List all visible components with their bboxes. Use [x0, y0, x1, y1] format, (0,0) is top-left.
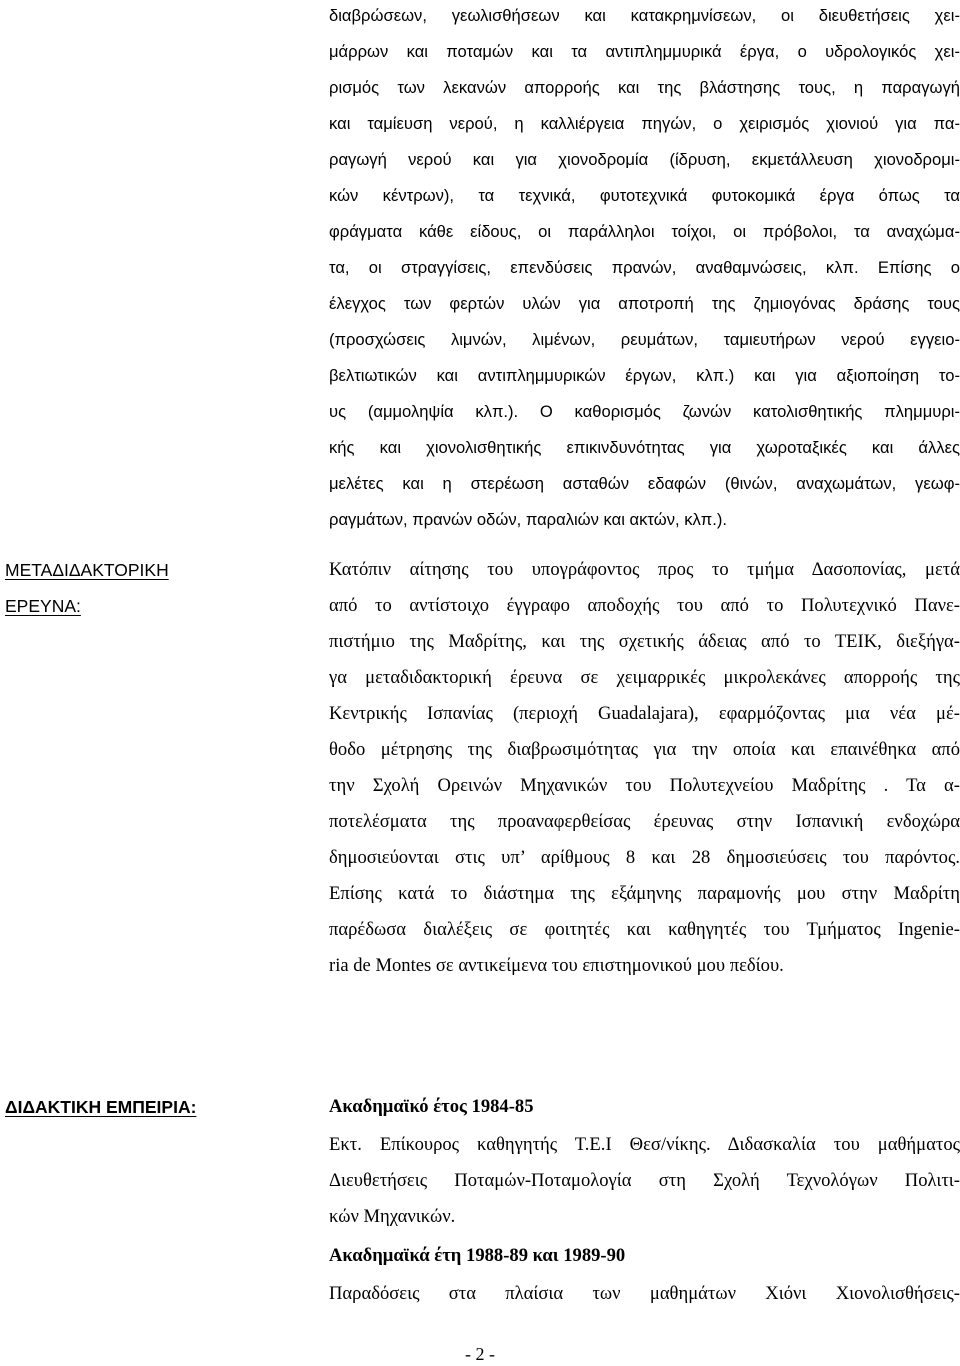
page-number: - 2 -	[465, 1344, 495, 1364]
text-line: Διευθετήσεις Ποταμών-Ποταμολογία στη Σχολή Τεχνολόγων Πολιτι-	[329, 1170, 960, 1191]
text-line: κών κέντρων), τα τεχνικά, φυτοτεχνικά φυτοκομικά έργα όπως τα	[329, 186, 960, 205]
text-line: μελέτες και η στερέωση ασταθών εδαφών (θινών, αναχωμάτων, γεωφ-	[329, 474, 960, 493]
text-line: ria de Montes σε αντικείμενα του επιστημονικού μου πεδίου.	[329, 955, 784, 976]
text-line: την Σχολή Ορεινών Μηχανικών του Πολυτεχνείου Μαδρίτης . Τα α-	[329, 775, 960, 796]
text-line: Παραδόσεις στα πλαίσια των μαθημάτων Χιόνι Χιονολισθήσεις-	[329, 1283, 960, 1304]
text-line: ρισμός των λεκανών απορροής και της βλάστησης τους, η παραγωγή	[329, 78, 960, 97]
text-line: ραγμάτων, πρανών οδών, παραλιών και ακτών, κλπ.).	[329, 510, 727, 529]
text-line: Κεντρικής Ισπανίας (περιοχή Guadalajara), εφαρμόζοντας μια νέα μέ-	[329, 703, 960, 724]
text-line: (προσχώσεις λιμνών, λιμένων, ρευμάτων, ταμιευτήρων νερού εγγειο-	[329, 330, 960, 349]
text-line: ραγωγή νερού και για χιονοδρομία (ίδρυση, εκμετάλλευση χιονοδρομι-	[329, 150, 960, 169]
academic-year-heading: Ακαδημαϊκά έτη 1988-89 και 1989-90	[329, 1245, 626, 1266]
text-line: τα, οι στραγγίσεις, επενδύσεις πρανών, αναθαμνώσεις, κλπ. Επίσης ο	[329, 258, 960, 277]
text-line: βελτιωτικών και αντιπλημμυρικών έργων, κλπ.) και για αξιοποίηση το-	[329, 366, 960, 385]
text-line: πιστήμιο της Μαδρίτης, και της σχετικής άδειας από το ΤΕΙΚ, διεξήγα-	[329, 631, 960, 652]
text-line: από το αντίστοιχο έγγραφο αποδοχής του από το Πολυτεχνικό Πανε-	[329, 595, 960, 616]
section-heading-postdoc-cont: ΕΡΕΥΝΑ:	[5, 596, 81, 616]
text-line: Κατόπιν αίτησης του υπογράφοντος προς το τμήμα Δασοπονίας, μετά	[329, 559, 960, 580]
text-line: Εκτ. Επίκουρος καθηγητής Τ.Ε.Ι Θεσ/νίκης. Διδασκαλία του μαθήματος	[329, 1134, 960, 1155]
text-line: υς (αμμοληψία κλπ.). Ο καθορισμός ζωνών κατολισθητικής πλημμυρι-	[329, 402, 960, 421]
section-heading-postdoc: ΜΕΤΑΔΙΔΑΚΤΟΡΙΚΗ	[5, 560, 169, 580]
text-line: Επίσης κατά το διάστημα της εξάμηνης παραμονής μου στην Μαδρίτη	[329, 883, 960, 904]
text-line: κών Μηχανικών.	[329, 1206, 456, 1227]
text-line: έλεγχος των φερτών υλών για αποτροπή της ζημιογόνας δράσης τους	[329, 294, 960, 313]
text-line: μάρρων και ποταμών και τα αντιπλημμυρικά έργα, ο υδρολογικός χει-	[329, 42, 960, 61]
text-line: κής και χιονολισθητικής επικινδυνότητας για χωροταξικές και άλλες	[329, 438, 960, 457]
text-line: θοδο μέτρησης της διαβρωσιμότητας για την οποία και επαινέθηκα από	[329, 739, 960, 760]
academic-year-heading: Ακαδημαϊκό έτος 1984-85	[329, 1096, 534, 1117]
text-line: διαβρώσεων, γεωλισθήσεων και κατακρημνίσεων, οι διευθετήσεις χει-	[329, 6, 960, 25]
text-line: φράγματα κάθε είδους, οι παράλληλοι τοίχοι, οι πρόβολοι, τα αναχώμα-	[329, 222, 960, 241]
text-line: και ταμίευση νερού, η καλλιέργεια πηγών, ο χειρισμός χιονιού για πα-	[329, 114, 960, 133]
text-line: γα μεταδιδακτορική έρευνα σε χειμαρρικές μικρολεκάνες απορροής της	[329, 667, 960, 688]
text-line: παρέδωσα διαλέξεις σε φοιτητές και καθηγητές του Τμήματος Ingenie-	[329, 919, 960, 940]
text-line: ποτελέσματα της προαναφερθείσας έρευνας στην Ισπανική ενδοχώρα	[329, 811, 960, 832]
text-line: δημοσιεύονται στις υπ’ αρίθμους 8 και 28 δημοσιεύσεις του παρόντος.	[329, 847, 960, 868]
section-heading-teaching: ΔΙΔΑΚΤΙΚΗ ΕΜΠΕΙΡΙΑ:	[5, 1097, 197, 1117]
